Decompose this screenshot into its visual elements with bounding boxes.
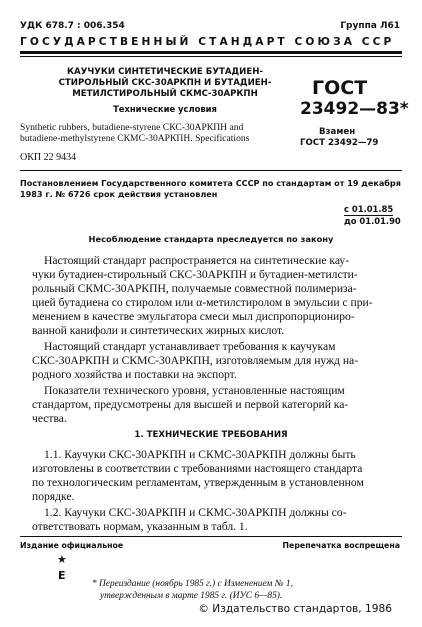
gost-number: 23492—83*: [300, 99, 409, 119]
intro-paragraph: [32, 340, 398, 382]
text-line: чества.: [32, 412, 67, 425]
text-line: 1.1. Каучуки СКС-30АРКПН и СКМС-30АРКПН должны быть: [44, 448, 356, 461]
group-code: Группа Л61: [340, 21, 400, 31]
note-line: утвержденным в марте 1985 г. (ИУС 6—85).: [100, 591, 283, 601]
text-line: ванной канифоли и синтетических жирных кислот.: [32, 324, 285, 337]
text-line: порядке.: [32, 490, 75, 503]
text-line: 1.2. Каучуки СКС-30АРКПН и СКМС-30АРКПН должны со-: [44, 506, 347, 519]
okp-code: ОКП 22 9434: [20, 152, 77, 163]
text-line: чуки бутадиен-стирольный СКС-30АРКПН и бутадиен-метилсти-: [32, 268, 358, 281]
text-line: менением в качестве эмульгатора смеси мыл диспропорциониро-: [32, 310, 355, 323]
official-edition: Издание официальное: [20, 541, 124, 550]
spec-label: Технические условия: [113, 104, 217, 114]
text-line: цией бутадиена со стиролом или α-метилстиролом в эмульсии с при-: [32, 296, 373, 309]
text-line: изготовлены в соответствии с требованиями настоящего стандарта: [32, 462, 363, 475]
text-line: СКС-30АРКПН и СКМС-30АРКПН, изготовляемым для нужд на-: [32, 354, 359, 367]
decree-line: Постановлением Государственного комитета СССР по стандартам от 19 декабря: [20, 178, 401, 188]
replaces-value: ГОСТ 23492—79: [300, 138, 379, 148]
section-paragraph: [32, 448, 398, 504]
text-line: Настоящий стандарт устанавливает требования к каучукам: [44, 340, 336, 353]
en-title-line: butadiene-methylstyrene СКМС-30АРКПН. Specifications: [20, 133, 250, 144]
note-line: * Переиздание (ноябрь 1985 г.) с Изменением № 1,: [92, 579, 293, 589]
en-title: [20, 122, 290, 144]
replaces-label: Взамен: [319, 127, 356, 137]
text-line: стандартом, предусмотрены для высшей и первой категорий ка-: [32, 398, 349, 411]
decree-line: 1983 г. № 6726 срок действия установлен: [20, 189, 218, 199]
ru-title-line: СТИРОЛЬНЫЙ СКС-30АРКПН И БУТАДИЕН-: [58, 78, 272, 88]
copyright: © Издательство стандартов, 1986: [198, 603, 392, 615]
standard-banner: ГОСУДАРСТВЕННЫЙ СТАНДАРТ СОЮЗА ССР: [20, 36, 395, 48]
intro-paragraph: [32, 384, 398, 426]
valid-to: до 01.01.90: [344, 216, 401, 226]
text-line: ответствовать нормам, указанным в табл. 1.: [32, 520, 248, 533]
star-icon: ★: [57, 554, 67, 566]
gost-label: ГОСТ: [312, 77, 368, 99]
valid-from: с 01.01.85: [344, 204, 394, 214]
ru-title: [50, 67, 280, 100]
footer-rule: [20, 536, 402, 537]
text-line: рольный СКМС-30АРКПН, получаемые совместной полимериза-: [32, 282, 357, 295]
section-paragraph: [32, 506, 398, 534]
reprint-forbidden: Перепечатка воспрещена: [282, 541, 400, 550]
ru-title-line: КАУЧУКИ СИНТЕТИЧЕСКИЕ БУТАДИЕН-: [67, 67, 263, 77]
text-line: Показатели технического уровня, установленные настоящим: [44, 384, 345, 397]
title-rule: [20, 170, 402, 171]
udk-code: УДК 678.7 : 006.354: [20, 21, 125, 31]
intro-paragraph: [32, 254, 398, 338]
text-line: Настоящий стандарт распространяется на синтетические кау-: [44, 254, 350, 267]
letter-mark: Е: [58, 569, 66, 582]
text-line: по технологическим регламентам, утвержденным в установленном: [32, 476, 364, 489]
header-rule-thick: [20, 51, 402, 54]
law-warning: Несоблюдение стандарта преследуется по закону: [88, 234, 334, 244]
en-title-line: Synthetic rubbers, butadiene-styrene СКС-30АРКПН and: [20, 122, 244, 133]
ru-title-line: МЕТИЛСТИРОЛЬНЫЙ СКМС-30АРКПН: [72, 89, 258, 99]
decree-text: [20, 178, 404, 200]
header-rule-thin: [20, 56, 402, 57]
section-title: 1. ТЕХНИЧЕСКИЕ ТРЕБОВАНИЯ: [134, 430, 288, 440]
reissue-note: [92, 578, 293, 602]
text-line: родного хозяйства и поставки на экспорт.: [32, 368, 237, 381]
